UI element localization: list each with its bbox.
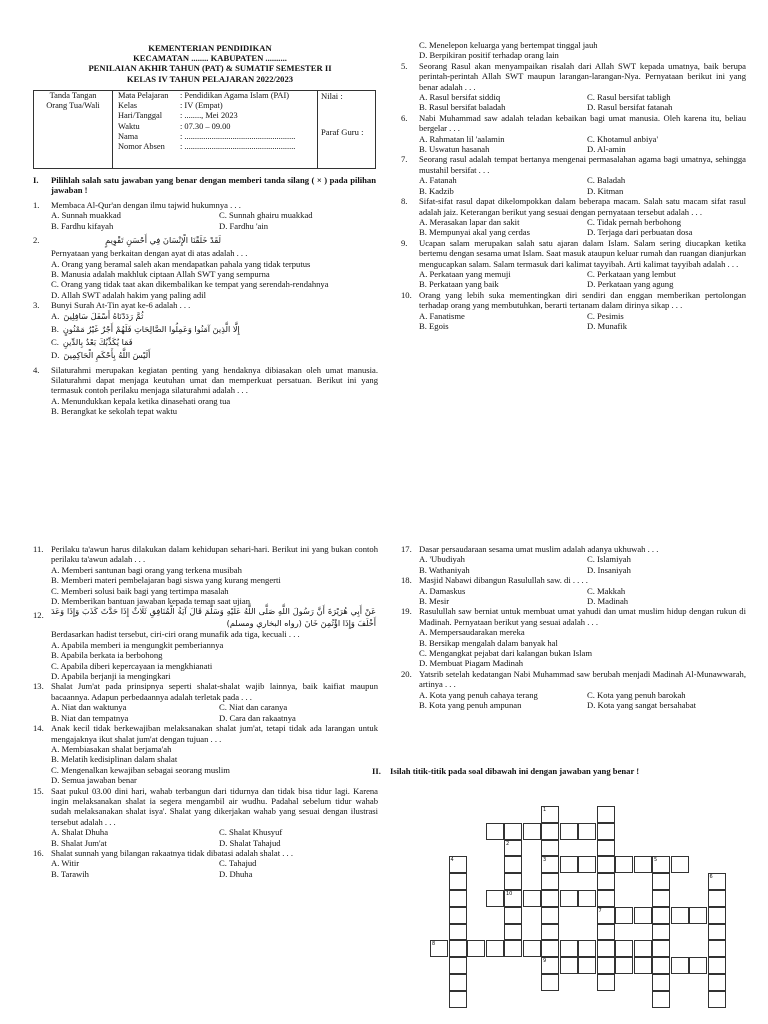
question-text: Seorang Rasul akan menyampaikan risalah dari Allah SWT kepada umatnya, baik berupa perintah-perintah Allah SWT maupun larangan-larangan-Nya. Pernyataan berikut ini yang benar adalah . . .: [419, 60, 746, 92]
option[interactable]: B. Kadzib: [419, 185, 454, 196]
crossword-cell[interactable]: [615, 957, 633, 974]
question-text: Orang yang lebih suka mementingkan diri sendiri dan enggan memberikan pertolongan terhadap orang yang membutuhkan, berarti tertanam dalam dirinya sikap . . .: [419, 289, 746, 311]
option[interactable]: D. Membuat Piagam Madinah: [419, 658, 524, 669]
crossword-cell[interactable]: [486, 890, 504, 907]
option[interactable]: C. Pesimis: [587, 310, 624, 321]
info-row: Nomor Absen : .....................................................: [118, 142, 296, 152]
crossword-cell[interactable]: [671, 907, 689, 924]
question-text: Rasulullah saw berniat untuk membuat umat yahudi dan umat muslim hidup dengan rukun di Madinah. Pernyataan berikut yang sesuai adalah . . .: [419, 606, 746, 627]
info-row: Waktu : 07.30 – 09.00: [118, 121, 231, 131]
question-text: Silaturahmi merupakan kegiatan penting yang hendaknya dibiasakan oleh umat manusia. Silaturahmi dapat menjaga keutuhan umat dan memperkuat persatuan. Berikut ini yang termasuk contoh perilaku menjaga silaturahmi adalah . . .: [51, 364, 378, 396]
crossword-cell[interactable]: [634, 856, 652, 873]
question-text: Masjid Nabawi dibangun Rasulullah saw. di . . . .: [419, 575, 588, 586]
crossword-cell[interactable]: [597, 806, 615, 823]
option[interactable]: B. Mesir: [419, 596, 450, 607]
option[interactable]: A. Mempersaudarakan mereka: [419, 627, 525, 638]
option[interactable]: A. Orang yang beramal saleh akan mendapatkan pahala yang tidak terputus: [51, 258, 311, 269]
crossword-cell[interactable]: [541, 957, 559, 974]
option[interactable]: C. Tidak pernah berbohong: [587, 216, 682, 227]
option[interactable]: D. Allah SWT adalah hakim yang paling adil: [51, 289, 206, 300]
option[interactable]: C. Menelepon keluarga yang bertempat tinggal jauh: [419, 40, 598, 50]
crossword-cell[interactable]: [541, 890, 559, 907]
option[interactable]: B. Uswatun hasanah: [419, 144, 490, 155]
question-3: 3. Bunyi Surah At-Tin ayat ke-6 adalah . . . A. ثُمَّ رَدَدْنَاهُ أَسْفَلَ سَافِلِينَ B. إِلَّا الَّذِينَ آمَنُوا وَعَمِلُوا الصَّالِحَاتِ فَلَهُمْ أَجْرٌ غَيْرُ مَمْنُونٍ C. فَمَا يُكَذِّبُكَ بَعْدُ بِالدِّينِ D. أَلَيْسَ اللَّهُ بِأَحْكَمِ الْحَاكِمِينَ: [33, 300, 378, 362]
crossword-cell[interactable]: [504, 873, 522, 890]
crossword-cell[interactable]: [652, 974, 670, 991]
left-column-bottom: [33, 544, 378, 879]
question-text: Sifat-sifat rasul dapat dikelompokkan dalam beberapa macam. Salah satu macam sifat rasul adalah jaiz. Keterangan berikut yang sesuai dengan pernyataan tersebut adalah . . .: [419, 196, 746, 217]
option[interactable]: D. Kota yang sangat bersahabat: [587, 700, 697, 711]
option[interactable]: D. Madinah: [587, 596, 629, 607]
header-line: KELAS IV TAHUN PELAJARAN 2022/2023: [126, 73, 294, 84]
crossword-cell[interactable]: [541, 856, 559, 873]
option[interactable]: A. Witir: [51, 858, 80, 869]
option[interactable]: D. Al-amin: [587, 144, 626, 155]
option[interactable]: D. Berpikiran positif terhadap orang lain: [419, 50, 559, 61]
question-text: Shalat sunnah yang bilangan rakaatnya tidak dibatasi adalah shalat . . .: [51, 847, 293, 858]
crossword-cell[interactable]: [652, 957, 670, 974]
option[interactable]: A. Fanatisme: [419, 310, 465, 321]
option[interactable]: B. Fardhu kifayah: [51, 220, 114, 231]
crossword-cell[interactable]: [523, 940, 541, 957]
student-info-box: [33, 90, 376, 169]
option[interactable]: B. Apabila berkata ia berbohong: [51, 650, 163, 661]
crossword-cell[interactable]: [541, 907, 559, 924]
score-box[interactable]: [317, 91, 376, 168]
crossword-cell[interactable]: [671, 856, 689, 873]
option[interactable]: C. Mengangkat pejabat dari kalangan bukan Islam: [419, 648, 593, 659]
signature-label: Orang Tua/Wali: [46, 101, 100, 111]
crossword-cell[interactable]: [708, 924, 726, 941]
crossword-cell[interactable]: [634, 940, 652, 957]
option[interactable]: C. Apabila diberi kepercayaan ia mengkhianati: [51, 660, 213, 671]
option[interactable]: D. Rasul bersifat fatanah: [587, 102, 673, 113]
crossword-cell[interactable]: [615, 856, 633, 873]
crossword-cell[interactable]: [560, 890, 578, 907]
paraf-label: Paraf Guru :: [321, 127, 364, 137]
crossword-cell[interactable]: [597, 974, 615, 991]
crossword-cell[interactable]: [449, 907, 467, 924]
option[interactable]: D. Terjaga dari perbuatan dosa: [587, 227, 693, 238]
crossword-cell[interactable]: [430, 940, 448, 957]
question-9: 9. Ucapan salam merupakan salah satu ajaran dalam Islam. Salam sering diucapkan ketika bertemu dengan sesama umat Islam. Saat masuk ataupun keluar rumah dan ruangan dianjurkan mengucapkan salam. Salam termasuk dari kalimat tayyibah. Arti kalimat tayyibah adalah . . . A. Perkataan yang memuji C. Perkataan yang lembut B. Perkataan yang baik D. Perkataan yang agung: [401, 238, 746, 290]
crossword-cell[interactable]: [652, 856, 670, 873]
option[interactable]: D. Kitman: [587, 185, 624, 196]
crossword-clue-number: 8: [432, 941, 436, 948]
option[interactable]: B. Mempunyai akal yang cerdas: [419, 227, 530, 238]
question-15: 15. Saat pukul 03.00 dini hari, wahab terbangun dari tidurnya dan tidak bisa tidur lagi. Karena ingin melaksanakan shalat ia segera mengambil air wudhu. Padahal sebelum tidur wahab sudah melaksanakan shalat isya'. Shalat yang dikerjakan wahab yang sesuai dengan ilustrasi tersebut adalah . . . A. Shalat Dhuha C. Shalat Khusyuf B. Shalat Jum'at D. Shalat Tahajud: [33, 786, 378, 848]
option[interactable]: B. Wathaniyah: [419, 564, 470, 575]
nilai-label: Nilai :: [321, 91, 343, 101]
crossword-cell[interactable]: [560, 823, 578, 840]
crossword-cell[interactable]: [597, 924, 615, 941]
crossword-cell[interactable]: [560, 957, 578, 974]
question-text: Membaca Al-Qur'an dengan ilmu tajwid hukumnya . . .: [51, 200, 241, 210]
section-1-title: I. Pilihlah salah satu jawaban yang benar dengan memberi tanda silang ( × ) pada pilihan jawaban !: [33, 175, 376, 196]
question-text: Saat pukul 03.00 dini hari, wahab terbangun dari tidurnya dan tidak bisa tidur lagi. Karena ingin melaksanakan shalat ia segera mengambil air wudhu. Padahal sebelum tidur wahab sudah melaksanakan shalat isya'. Shalat yang dikerjakan wahab yang sesuai dengan ilustrasi tersebut adalah . . .: [51, 785, 378, 827]
crossword-cell[interactable]: [708, 957, 726, 974]
info-table: [116, 91, 297, 152]
crossword-cell[interactable]: [541, 873, 559, 890]
crossword-cell[interactable]: [504, 940, 522, 957]
right-column-bottom: [401, 544, 746, 711]
crossword-cell[interactable]: [615, 907, 633, 924]
option[interactable]: C. Shalat Khusyuf: [219, 827, 283, 838]
question-1: 1. Membaca Al-Qur'an dengan ilmu tajwid hukumnya . . . A. Sunnah muakkad C. Sunnah ghairu muakkad B. Fardhu kifayah D. Fardhu 'ain: [33, 200, 378, 231]
crossword-cell[interactable]: [597, 890, 615, 907]
question-text: Anak kecil tidak berkewajiban melaksanakan shalat jum'at, tetapi tidak ada larangan untuk mengajaknya ikut shalat jum'at dengan tujuan . . .: [51, 723, 378, 744]
crossword-cell[interactable]: [708, 873, 726, 890]
crossword-cell[interactable]: [689, 907, 707, 924]
option[interactable]: B. Manusia adalah makhluk ciptaan Allah SWT yang sempurna: [51, 269, 270, 280]
option[interactable]: A. Memberi santunan bagi orang yang terkena musibah: [51, 564, 242, 575]
option[interactable]: D. Fardhu 'ain: [219, 220, 269, 231]
crossword-cell[interactable]: [708, 890, 726, 907]
option[interactable]: A. Fatanah: [419, 175, 457, 186]
header-line: PENILAIAN AKHIR TAHUN (PAT) & SUMATIF SEMESTER II: [88, 63, 332, 74]
crossword-cell[interactable]: [504, 907, 522, 924]
question-16: 16. Shalat sunnah yang bilangan rakaatnya tidak dibatasi adalah shalat . . . A. Witir C. Tahajud B. Tarawih D. Dhuha: [33, 848, 378, 879]
option[interactable]: C. Makkah: [587, 585, 626, 596]
question-text: Dasar persaudaraan sesama umat muslim adalah adanya ukhuwah . . .: [419, 544, 659, 554]
crossword-cell[interactable]: [523, 890, 541, 907]
crossword-cell[interactable]: [504, 823, 522, 840]
option[interactable]: C. Baladah: [587, 175, 626, 186]
option[interactable]: D. Memberikan bantuan jawaban kepada teman saat ujian: [51, 596, 251, 607]
option[interactable]: B. Berangkat ke sekolah tepat waktu: [51, 406, 178, 417]
question-14: 14. Anak kecil tidak berkewajiban melaksanakan shalat jum'at, tetapi tidak ada larangan untuk mengajaknya ikut shalat jum'at dengan tujuan . . . A. Membiasakan shalat berjama'ah B. Melatih kedisiplinan dalam shalat C. Mengenalkan kewajiban sebagai seorang muslim D. Semua jawaban benar: [33, 723, 378, 786]
crossword-cell[interactable]: [541, 806, 559, 823]
question-12: 12. عَنْ أَبِي هُرَيْرَةَ أَنَّ رَسُولَ اللَّهِ صَلَّى اللَّهُ عَلَيْهِ وَسَلَّمَ قَالَ آيَةُ الْمُنَافِقِ ثَلَاثٌ إِذَا حَدَّثَ كَذَبَ وَإِذَا وَعَدَ أَخْلَفَ وَإِذَا اؤْتُمِنَ خَانَ (رواه البخاري ومسلم) Berdasarkan hadist tersebut, ciri-ciri orang munafik ada tiga, kecuali . . . A. Apabila memberi ia mengungkit pemberiannya B. Apabila berkata ia berbohong C. Apabila diberi kepercayaan ia mengkhianati D. Apabila berjanji ia mengingkari: [33, 606, 376, 682]
option[interactable]: A. Rasul bersifat siddiq: [419, 92, 501, 103]
crossword-cell[interactable]: [449, 974, 467, 991]
option[interactable]: C. Kota yang penuh barokah: [587, 689, 686, 700]
header-line: KEMENTERIAN PENDIDIKAN: [148, 43, 272, 53]
crossword-cell[interactable]: [597, 957, 615, 974]
question-text: Pernyataan yang berkaitan dengan ayat di atas adalah . . .: [51, 248, 248, 259]
question-18: 18. Masjid Nabawi dibangun Rasulullah saw. di . . . . A. Damaskus C. Makkah B. Mesir D. Madinah: [401, 575, 746, 606]
question-17: 17. Dasar persaudaraan sesama umat muslim adalah adanya ukhuwah . . . A. 'Ubudiyah C. Islamiyah B. Wathaniyah D. Insaniyah: [401, 544, 746, 575]
option[interactable]: B. Kota yang penuh ampunan: [419, 700, 522, 711]
option[interactable]: C. Memberi solusi baik bagi yang tertimpa masalah: [51, 585, 229, 596]
option[interactable]: C. Tahajud: [219, 858, 257, 869]
crossword-clue-number: 1: [543, 807, 547, 813]
option[interactable]: D. Perkataan yang agung: [587, 279, 674, 290]
question-13: 13. Shalat Jum'at pada prinsipnya seperti shalat-shalat wajib lainnya, baik kaifiat maupun bacaannya. Adapun perbedaannya adalah terletak pada . . . A. Niat dan waktunya C. Niat dan caranya B. Niat dan tempatnya D. Cara dan rakaatnya: [33, 681, 378, 723]
crossword-cell[interactable]: [652, 924, 670, 941]
hadith-text: عَنْ أَبِي هُرَيْرَةَ أَنَّ رَسُولَ اللَّهِ صَلَّى اللَّهُ عَلَيْهِ وَسَلَّمَ قَالَ آيَةُ الْمُنَافِقِ ثَلَاثٌ إِذَا حَدَّثَ كَذَبَ وَإِذَا وَعَدَ أَخْلَفَ وَإِذَا اؤْتُمِنَ خَانَ (رواه البخاري ومسلم): [51, 606, 376, 628]
info-row: Kelas : IV (Empat): [118, 101, 223, 111]
option[interactable]: C. Niat dan caranya: [219, 702, 288, 713]
crossword-cell[interactable]: [541, 840, 559, 857]
crossword-clue-number: 10: [506, 891, 513, 897]
crossword-cell[interactable]: [486, 940, 504, 957]
name-field[interactable]: : .....................................................: [180, 131, 296, 141]
crossword-cell[interactable]: [504, 856, 522, 873]
crossword-cell[interactable]: [597, 873, 615, 890]
option[interactable]: A. Damaskus: [419, 585, 466, 596]
crossword-clue-number: 6: [709, 874, 713, 881]
absen-field[interactable]: : .....................................................: [180, 142, 296, 152]
option[interactable]: C. Mengenalkan kewajiban sebagai seorang muslim: [51, 764, 230, 775]
crossword-cell[interactable]: [541, 823, 559, 840]
crossword-cell[interactable]: [449, 890, 467, 907]
crossword-cell[interactable]: [486, 823, 504, 840]
option[interactable]: C. Khotamul anbiya': [587, 133, 659, 144]
option[interactable]: B. Niat dan tempatnya: [51, 712, 129, 723]
option[interactable]: C. Perkataan yang lembut: [587, 268, 676, 279]
crossword-cell[interactable]: [578, 856, 596, 873]
question-4: 4. Silaturahmi merupakan kegiatan penting yang hendaknya dibiasakan oleh umat manusia. Silaturahmi dapat menjaga keutuhan umat dan memperkuat persatuan. Berikut ini yang termasuk contoh perilaku menjaga silaturahmi adalah . . . A. Menundukkan kepala ketika dinasehati orang tua B. Berangkat ke sekolah tepat waktu: [33, 364, 378, 417]
crossword-cell[interactable]: [597, 823, 615, 840]
info-row: Mata Pelajaran : Pendidikan Agama Islam (PAI): [118, 91, 290, 100]
option[interactable]: B. Perkataan yang baik: [419, 279, 499, 290]
left-column-top: [33, 200, 378, 417]
crossword-cell[interactable]: [504, 890, 522, 907]
option[interactable]: B. Egois: [419, 320, 449, 331]
option[interactable]: A. Perkataan yang memuji: [419, 268, 511, 279]
question-text: Shalat Jum'at pada prinsipnya seperti shalat-shalat wajib lainnya, baik kaifiat maupun bacaannya. Adapun perbedaannya adalah terletak pada . . .: [51, 681, 378, 702]
option[interactable]: A. Apabila memberi ia mengungkit pemberiannya: [51, 639, 224, 650]
crossword-clue-number: 7: [598, 907, 602, 914]
crossword-cell[interactable]: [449, 924, 467, 941]
option[interactable]: D. Cara dan rakaatnya: [219, 712, 296, 723]
crossword-cell[interactable]: [541, 940, 559, 957]
crossword-cell[interactable]: [578, 823, 596, 840]
crossword-cell[interactable]: [597, 940, 615, 957]
question-text: Berdasarkan hadist tersebut, ciri-ciri orang munafik ada tiga, kecuali . . .: [51, 629, 300, 640]
question-11: 11. Perilaku ta'awun harus dilakukan dalam kehidupan sehari-hari. Berikut ini yang bukan contoh perilaku ta'awun adalah . . . A. Memberi santunan bagi orang yang terkena musibah B. Memberi materi pembelajaran bagi siswa yang kurang mengerti C. Memberi solusi baik bagi yang tertimpa masalah D. Memberikan bantuan jawaban kepada teman saat ujian: [33, 544, 378, 607]
crossword-cell[interactable]: [597, 856, 615, 873]
option[interactable]: B. Tarawih: [51, 868, 89, 879]
crossword-cell[interactable]: [504, 840, 522, 857]
option[interactable]: D. أَلَيْسَ اللَّهُ بِأَحْكَمِ الْحَاكِمِينَ: [51, 349, 151, 360]
question-text: Bunyi Surah At-Tin ayat ke-6 adalah . . .: [51, 300, 191, 311]
crossword-clue-number: 9: [543, 958, 547, 965]
option[interactable]: C. Rasul bersifat tabligh: [587, 92, 671, 103]
option[interactable]: C. Islamiyah: [587, 554, 631, 565]
question-6: 6. Nabi Muhammad saw adalah teladan kebaikan bagi umat manusia. Oleh karena itu, beliau bergelar . . . A. Rahmatan lil 'aalamin C. Khotamul anbiya' B. Uswatun hasanah D. Al-amin: [401, 113, 746, 155]
question-10: 10. Orang yang lebih suka mementingkan diri sendiri dan enggan memberikan pertolongan terhadap orang yang membutuhkan, berarti tertanam dalam dirinya sikap . . . A. Fanatisme C. Pesimis B. Egois D. Munafik: [401, 290, 746, 332]
question-text: Perilaku ta'awun harus dilakukan dalam kehidupan sehari-hari. Berikut ini yang bukan contoh perilaku ta'awun adalah . . .: [51, 544, 378, 565]
option[interactable]: A. Rahmatan lil 'aalamin: [419, 133, 505, 144]
option[interactable]: A. Kota yang penuh cahaya terang: [419, 689, 538, 700]
option[interactable]: A. Sunnah muakkad: [51, 210, 121, 221]
option[interactable]: D. Shalat Tahajud: [219, 837, 281, 848]
section-2-title: II. Isilah titik-titik pada soal dibawah ini dengan jawaban yang benar !: [372, 766, 640, 776]
question-20: 20. Yatsrib setelah kedatangan Nabi Muhammad saw berubah menjadi Madinah Al-Munawwarah, artinya . . . A. Kota yang penuh cahaya terang C. Kota yang penuh barokah B. Kota yang penuh ampunan D. Kota yang sangat bersahabat: [401, 669, 746, 711]
option[interactable]: C. Sunnah ghairu muakkad: [219, 210, 313, 221]
crossword-cell[interactable]: [652, 873, 670, 890]
crossword-clue-number: 2: [506, 840, 510, 847]
signature-label: Tanda Tangan: [49, 91, 97, 100]
question-19: 19. Rasulullah saw berniat untuk membuat umat yahudi dan umat muslim hidup dengan rukun di Madinah. Pernyataan berikut yang sesuai adalah . . . A. Mempersaudarakan mereka B. Bersikap mengalah dalam banyak hal C. Mengangkat pejabat dari kalangan bukan Islam D. Membuat Piagam Madinah: [401, 606, 746, 669]
parent-signature-box[interactable]: [34, 91, 113, 168]
crossword-cell[interactable]: [541, 924, 559, 941]
option[interactable]: B. Bersikap mengalah dalam banyak hal: [419, 637, 558, 648]
crossword-cell[interactable]: [560, 940, 578, 957]
option[interactable]: A. Shalat Dhuha: [51, 827, 109, 838]
exam-header: [60, 43, 360, 84]
crossword-cell[interactable]: [523, 823, 541, 840]
info-row: Nama : .....................................................: [118, 131, 296, 141]
crossword-clue-number: 3: [543, 857, 547, 864]
crossword-puzzle: [430, 776, 746, 1014]
question-5: 5. Seorang Rasul akan menyampaikan risalah dari Allah SWT kepada umatnya, baik berupa perintah-perintah Allah SWT maupun larangan-larangan-Nya. Pernyataan berikut ini yang benar adalah . . . A. Rasul bersifat siddiq C. Rasul bersifat tabligh B. Rasul bersifat baladah D. Rasul bersifat fatanah: [401, 61, 746, 113]
crossword-cell[interactable]: [449, 957, 467, 974]
option[interactable]: B. Rasul bersifat baladah: [419, 102, 506, 113]
crossword-cell[interactable]: [708, 974, 726, 991]
option[interactable]: A. Membiasakan shalat berjama'ah: [51, 743, 172, 754]
question-7: 7. Seorang rasul adalah tempat bertanya mengenai permasalahan agama bagi umatnya, sehingga mustahil bersifat . . . A. Fatanah C. Baladah B. Kadzib D. Kitman: [401, 154, 746, 196]
crossword-cell[interactable]: [449, 856, 467, 873]
option[interactable]: A. ثُمَّ رَدَدْنَاهُ أَسْفَلَ سَافِلِينَ: [51, 310, 144, 321]
info-row: Hari/Tanggal : ........, Mei 2023: [118, 111, 238, 121]
question-text: Nabi Muhammad saw adalah teladan kebaikan bagi umat manusia. Oleh karena itu, beliau bergelar . . .: [419, 112, 746, 134]
crossword-cell[interactable]: [541, 974, 559, 991]
crossword-cell[interactable]: [652, 890, 670, 907]
option[interactable]: A. Menundukkan kepala ketika dinasehati orang tua: [51, 395, 231, 406]
crossword-cell[interactable]: [652, 907, 670, 924]
crossword-cell[interactable]: [449, 991, 467, 1008]
option[interactable]: C. Orang yang tidak taat akan dikembalikan ke tempat yang serendah-rendahnya: [51, 279, 329, 290]
question-text: Ucapan salam merupakan salah satu ajaran dalam Islam. Salam sering diucapkan ketika bertemu dengan sesama umat Islam. Saat masuk ataupun keluar rumah dan ruangan dianjurkan mengucapkan salam. Salam termasuk dari kalimat tayyibah. Arti kalimat tayyibah adalah . . .: [419, 237, 746, 269]
crossword-cell[interactable]: [597, 907, 615, 924]
crossword-cell[interactable]: [467, 940, 485, 957]
crossword-cell[interactable]: [449, 873, 467, 890]
option[interactable]: D. Dhuha: [219, 868, 253, 879]
crossword-cell[interactable]: [504, 924, 522, 941]
option[interactable]: D. Munafik: [587, 320, 628, 331]
option[interactable]: C. فَمَا يُكَذِّبُكَ بَعْدُ بِالدِّينِ: [51, 336, 133, 347]
crossword-cell[interactable]: [578, 957, 596, 974]
crossword-cell[interactable]: [634, 957, 652, 974]
option[interactable]: D. Insaniyah: [587, 564, 631, 575]
crossword-cell[interactable]: [578, 940, 596, 957]
crossword-cell[interactable]: [671, 957, 689, 974]
option[interactable]: A. Niat dan waktunya: [51, 702, 127, 713]
option[interactable]: B. إِلَّا الَّذِينَ آمَنُوا وَعَمِلُوا الصَّالِحَاتِ فَلَهُمْ أَجْرٌ غَيْرُ مَمْنُونٍ: [51, 323, 240, 334]
crossword-cell[interactable]: [708, 907, 726, 924]
option[interactable]: A. Merasakan lapar dan sakit: [419, 216, 520, 227]
arabic-verse: لَقَدْ خَلَقْنَا الْإِنْسَانَ فِي أَحْسَنِ تَقْوِيمٍ: [105, 235, 221, 246]
right-column-top: [401, 40, 746, 331]
crossword-cell[interactable]: [578, 890, 596, 907]
crossword-cell[interactable]: [449, 940, 467, 957]
option[interactable]: B. Shalat Jum'at: [51, 837, 107, 848]
crossword-cell[interactable]: [652, 940, 670, 957]
crossword-cell[interactable]: [597, 840, 615, 857]
crossword-cell[interactable]: [634, 907, 652, 924]
crossword-cell[interactable]: [689, 957, 707, 974]
crossword-cell[interactable]: [708, 940, 726, 957]
crossword-clue-number: 5: [654, 857, 658, 864]
crossword-cell[interactable]: [560, 856, 578, 873]
header-line: KECAMATAN ........ KABUPATEN ..........: [133, 53, 287, 64]
question-text: Seorang rasul adalah tempat bertanya mengenai permasalahan agama bagi umatnya, sehingga mustahil bersifat . . .: [419, 154, 746, 175]
crossword-cell[interactable]: [615, 940, 633, 957]
option[interactable]: A. 'Ubudiyah: [419, 554, 465, 565]
option[interactable]: D. Apabila berjanji ia mengingkari: [51, 671, 171, 682]
question-8: 8. Sifat-sifat rasul dapat dikelompokkan dalam beberapa macam. Salah satu macam sifat rasul adalah jaiz. Keterangan berikut yang sesuai dengan pernyataan tersebut adalah . . . A. Merasakan lapar dan sakit C. Tidak pernah berbohong B. Mempunyai akal yang cerdas D. Terjaga dari perbuatan dosa: [401, 196, 746, 238]
question-text: Yatsrib setelah kedatangan Nabi Muhammad saw berubah menjadi Madinah Al-Munawwarah, artinya . . .: [419, 668, 746, 690]
option[interactable]: B. Memberi materi pembelajaran bagi siswa yang kurang mengerti: [51, 575, 281, 586]
option[interactable]: D. Semua jawaban benar: [51, 775, 137, 786]
question-2: 2. لَقَدْ خَلَقْنَا الْإِنْسَانَ فِي أَحْسَنِ تَقْوِيمٍ Pernyataan yang berkaitan dengan ayat di atas adalah . . . A. Orang yang beramal saleh akan mendapatkan pahala yang tidak terputus B. Manusia adalah makhluk ciptaan Allah SWT yang sempurna C. Orang yang tidak taat akan dikembalikan ke tempat yang serendah-rendahnya D. Allah SWT adalah hakim yang paling adil: [33, 232, 378, 300]
crossword-cell[interactable]: [708, 991, 726, 1008]
option[interactable]: B. Melatih kedisiplinan dalam shalat: [51, 754, 178, 765]
crossword-cell[interactable]: [652, 991, 670, 1008]
crossword-clue-number: 4: [450, 857, 454, 864]
